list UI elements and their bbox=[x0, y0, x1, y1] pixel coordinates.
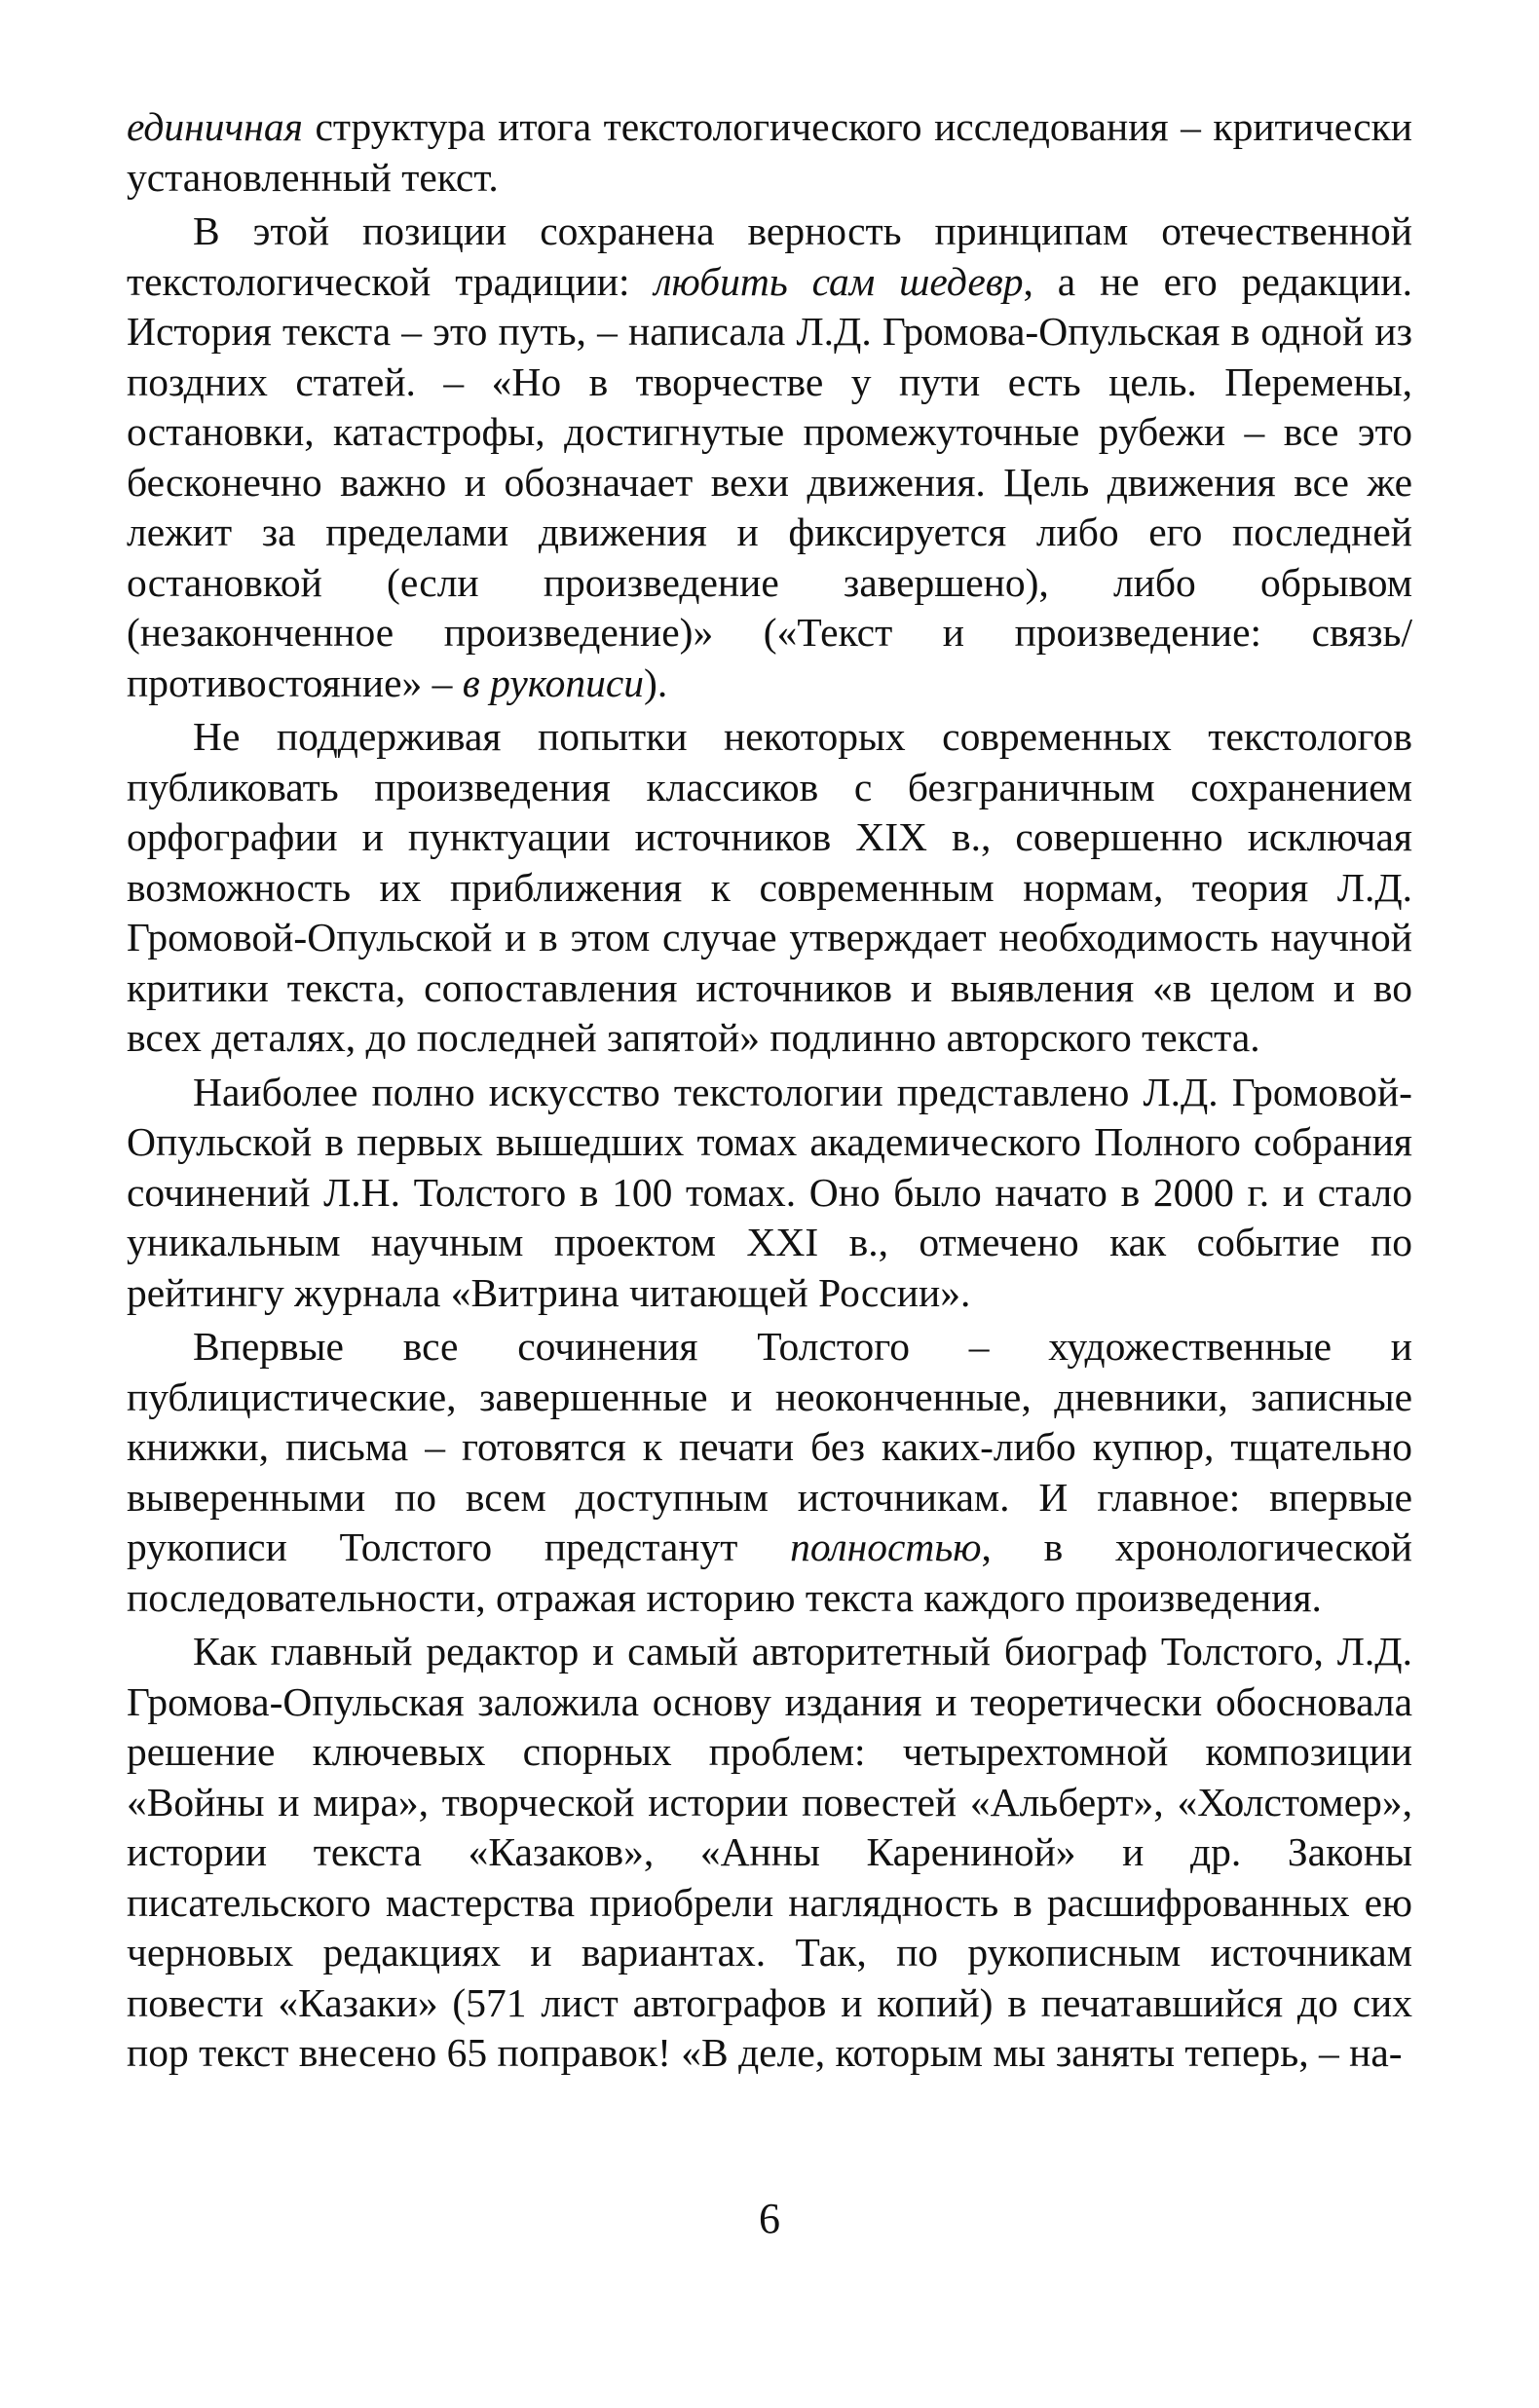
paragraph-1-text-1: структура итога текстологического исследования – критически установленный текст. bbox=[127, 104, 1412, 200]
paragraph-1 bbox=[127, 102, 1412, 203]
paragraph-2-text-2: , а не его редакции. История текста – это путь, – написала Л.Д. Громова-Опульская в одной из поздних статей. – «Но в творчестве у пути есть цель. Перемены, остановки, катастрофы, достигнутые промежуточные рубежи – все это бесконечно важно и обозначает вехи движения. Цель движения все же лежит за пределами движения и фиксируется либо его последней остановкой (если произведение завершено), либо обрывом (незаконченное произведение)» («Текст и произведение: связь/противостояние» – bbox=[127, 258, 1412, 705]
paragraph-6 bbox=[127, 1627, 1412, 2079]
paragraph-4 bbox=[127, 1068, 1412, 1319]
paragraph-2-italic-1: любить сам шедевр bbox=[654, 258, 1024, 304]
paragraph-1-italic-1: единичная bbox=[127, 104, 303, 149]
paragraph-5-text-2: , в хронологической последовательности, отражая историю текста каждого произведения. bbox=[127, 1524, 1412, 1620]
paragraph-5-text-1: Впервые все сочинения Толстого – художественные и публицистические, завершенные и неоконченные, дневники, записные книжки, письма – готовятся к печати без каких-либо купюр, тщательно выверенными по всем доступным источникам. И главное: впервые рукописи Толстого предстанут bbox=[127, 1324, 1412, 1569]
paragraph-3 bbox=[127, 712, 1412, 1064]
paragraph-5 bbox=[127, 1322, 1412, 1623]
paragraph-2-text-1: В этой позиции сохранена верность принципам отечественной текстологической традиции: bbox=[127, 208, 1412, 304]
paragraph-5-italic-1: полностью bbox=[790, 1524, 982, 1569]
page-number: 6 bbox=[759, 2195, 780, 2242]
paragraph-6-text-1: Как главный редактор и самый авторитетный биограф Толстого, Л.Д. Громова-Опульская заложила основу издания и теоретически обосновала решение ключевых спорных проблем: четырехтомной композиции «Войны и мира», творческой истории повестей «Альберт», «Холстомер», истории текста «Казаков», «Анны Карениной» и др. Законы писательского мастерства приобрели наглядность в расшифрованных ею черновых редакциях и вариантах. Так, по рукописным источникам повести «Казаки» (571 лист автографов и копий) в печатавшийся до сих пор текст внесено 65 поправок! «В деле, которым мы заняты теперь, – на- bbox=[127, 1629, 1412, 2075]
paragraph-4-text-1: Наиболее полно искусство текстологии представлено Л.Д. Громовой-Опульской в первых вышедших томах академического Полного собрания сочинений Л.Н. Толстого в 100 томах. Оно было начато в 2000 г. и стало уникальным научным проектом XXI в., отмечено как событие по рейтингу журнала «Витрина читающей России». bbox=[127, 1069, 1412, 1315]
paragraph-2 bbox=[127, 207, 1412, 708]
page-text-body bbox=[127, 102, 1412, 2079]
paragraph-2-text-3: ). bbox=[644, 659, 668, 705]
paragraph-2-italic-2: в рукописи bbox=[462, 659, 645, 705]
paragraph-3-text-1: Не поддерживая попытки некоторых современных текстологов публиковать произведения классиков с безграничным сохранением орфографии и пунктуации источников XIX в., совершенно исключая возможность их приближения к современным нормам, теория Л.Д. Громовой-Опульской и в этом случае утверждает необходимость научной критики текста, сопоставления источников и выявления «в целом и во всех деталях, до последней запятой» подлинно авторского текста. bbox=[127, 714, 1412, 1060]
